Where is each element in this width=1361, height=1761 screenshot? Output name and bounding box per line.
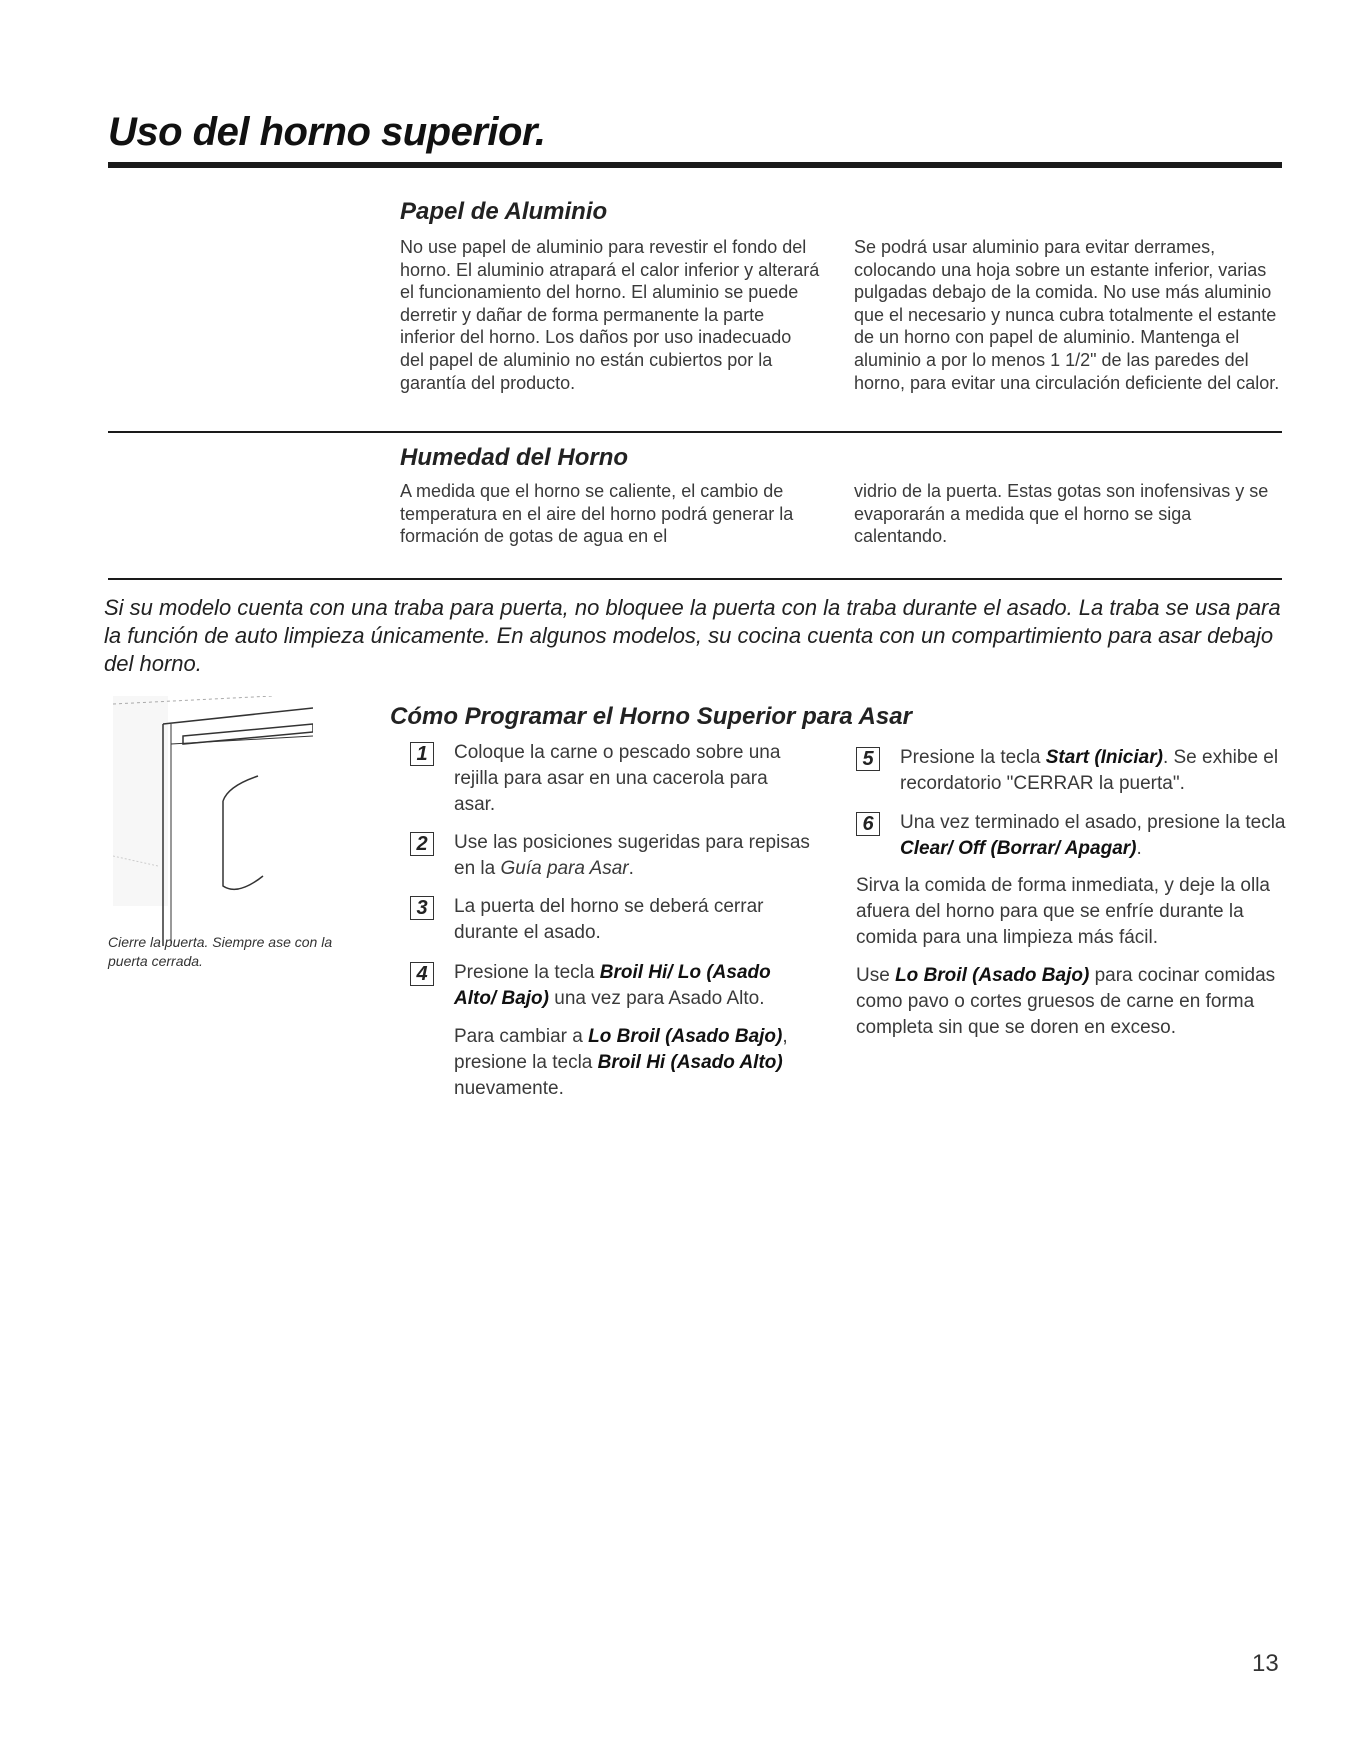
foil-right-text: Se podrá usar aluminio para evitar derrames, colocando una hoja sobre un estante inferior, varias pulgadas debajo de la comida. No use más aluminio que el necesario y nunca cubra totalmente el estante de un horno con papel de aluminio. Mantenga el aluminio a por lo menos 1 1/2" de las paredes del horno, para evitar una circulación deficiente del calor. [854,237,1280,393]
page-title: Uso del horno superior. [108,110,546,154]
oven-door-illustration [113,696,313,946]
step-4-text: Presione la tecla Broil Hi/ Lo (Asado Alto/ Bajo) una vez para Asado Alto. [454,962,771,1009]
step-number-badge: 4 [410,962,434,986]
foil-left-text: No use papel de aluminio para revestir el fondo del horno. El aluminio atrapará el calor inferior y alterará el funcionamiento del horno. El aluminio se puede derretir y dañar de forma permanente la parte inferior del horno. Los daños por uso inadecuado del papel de aluminio no están cubiertos por la garantía del producto. [400,237,820,393]
serve-paragraph: Sirva la comida de forma inmediata, y deje la olla afuera del horno para que se enfríe durante la comida para una limpieza más fácil. [856,875,1270,948]
moisture-heading: Humedad del Horno [400,444,629,471]
section-divider [108,578,1282,580]
step-number-badge: 6 [856,812,880,836]
oven-frame-shade [113,696,168,906]
foil-heading: Papel de Aluminio [400,198,608,225]
step-3-text: La puerta del horno se deberá cerrar durante el asado. [454,896,764,943]
moisture-left-text: A medida que el horno se caliente, el cambio de temperatura en el aire del horno podrá generar la formación de gotas de agua en el [400,481,794,547]
step-number-badge: 1 [410,742,434,766]
oven-window [223,776,263,889]
step-number-badge: 5 [856,747,880,771]
step-5-text: Presione la tecla Start (Iniciar). Se exhibe el recordatorio "CERRAR la puerta". [900,747,1279,794]
page-number: 13 [1252,1650,1279,1677]
broil-heading: Cómo Programar el Horno Superior para Asar [390,703,912,730]
section-divider [108,431,1282,433]
step-1-text: Coloque la carne o pescado sobre una rejilla para asar en una cacerola para asar. [454,742,781,815]
step-number-badge: 2 [410,832,434,856]
moisture-right-text: vidrio de la puerta. Estas gotas son inofensivas y se evaporarán a medida que el horno se siga calentando. [854,481,1269,547]
lo-broil-paragraph: Use Lo Broil (Asado Bajo) para cocinar comidas como pavo o cortes gruesos de carne en forma completa sin que se doren en exceso. [856,965,1276,1038]
step-number-badge: 3 [410,896,434,920]
step-6-text: Una vez terminado el asado, presione la tecla Clear/ Off (Borrar/ Apagar). [900,812,1286,859]
step-2-text: Use las posiciones sugeridas para repisas en la Guía para Asar. [454,832,810,879]
illustration-caption: Cierre la puerta. Siempre ase con la puerta cerrada. [108,934,333,969]
door-latch-note: Si su modelo cuenta con una traba para puerta, no bloquee la puerta con la traba durante el asado. La traba se usa para la función de auto limpieza únicamente. En algunos modelos, su cocina cuenta con un compartimiento para asar debajo del horno. [104,595,1281,676]
door-handle [183,724,313,744]
step-4-subtext: Para cambiar a Lo Broil (Asado Bajo), presione la tecla Broil Hi (Asado Alto) nuevamente. [454,1026,788,1099]
title-rule [108,162,1282,168]
